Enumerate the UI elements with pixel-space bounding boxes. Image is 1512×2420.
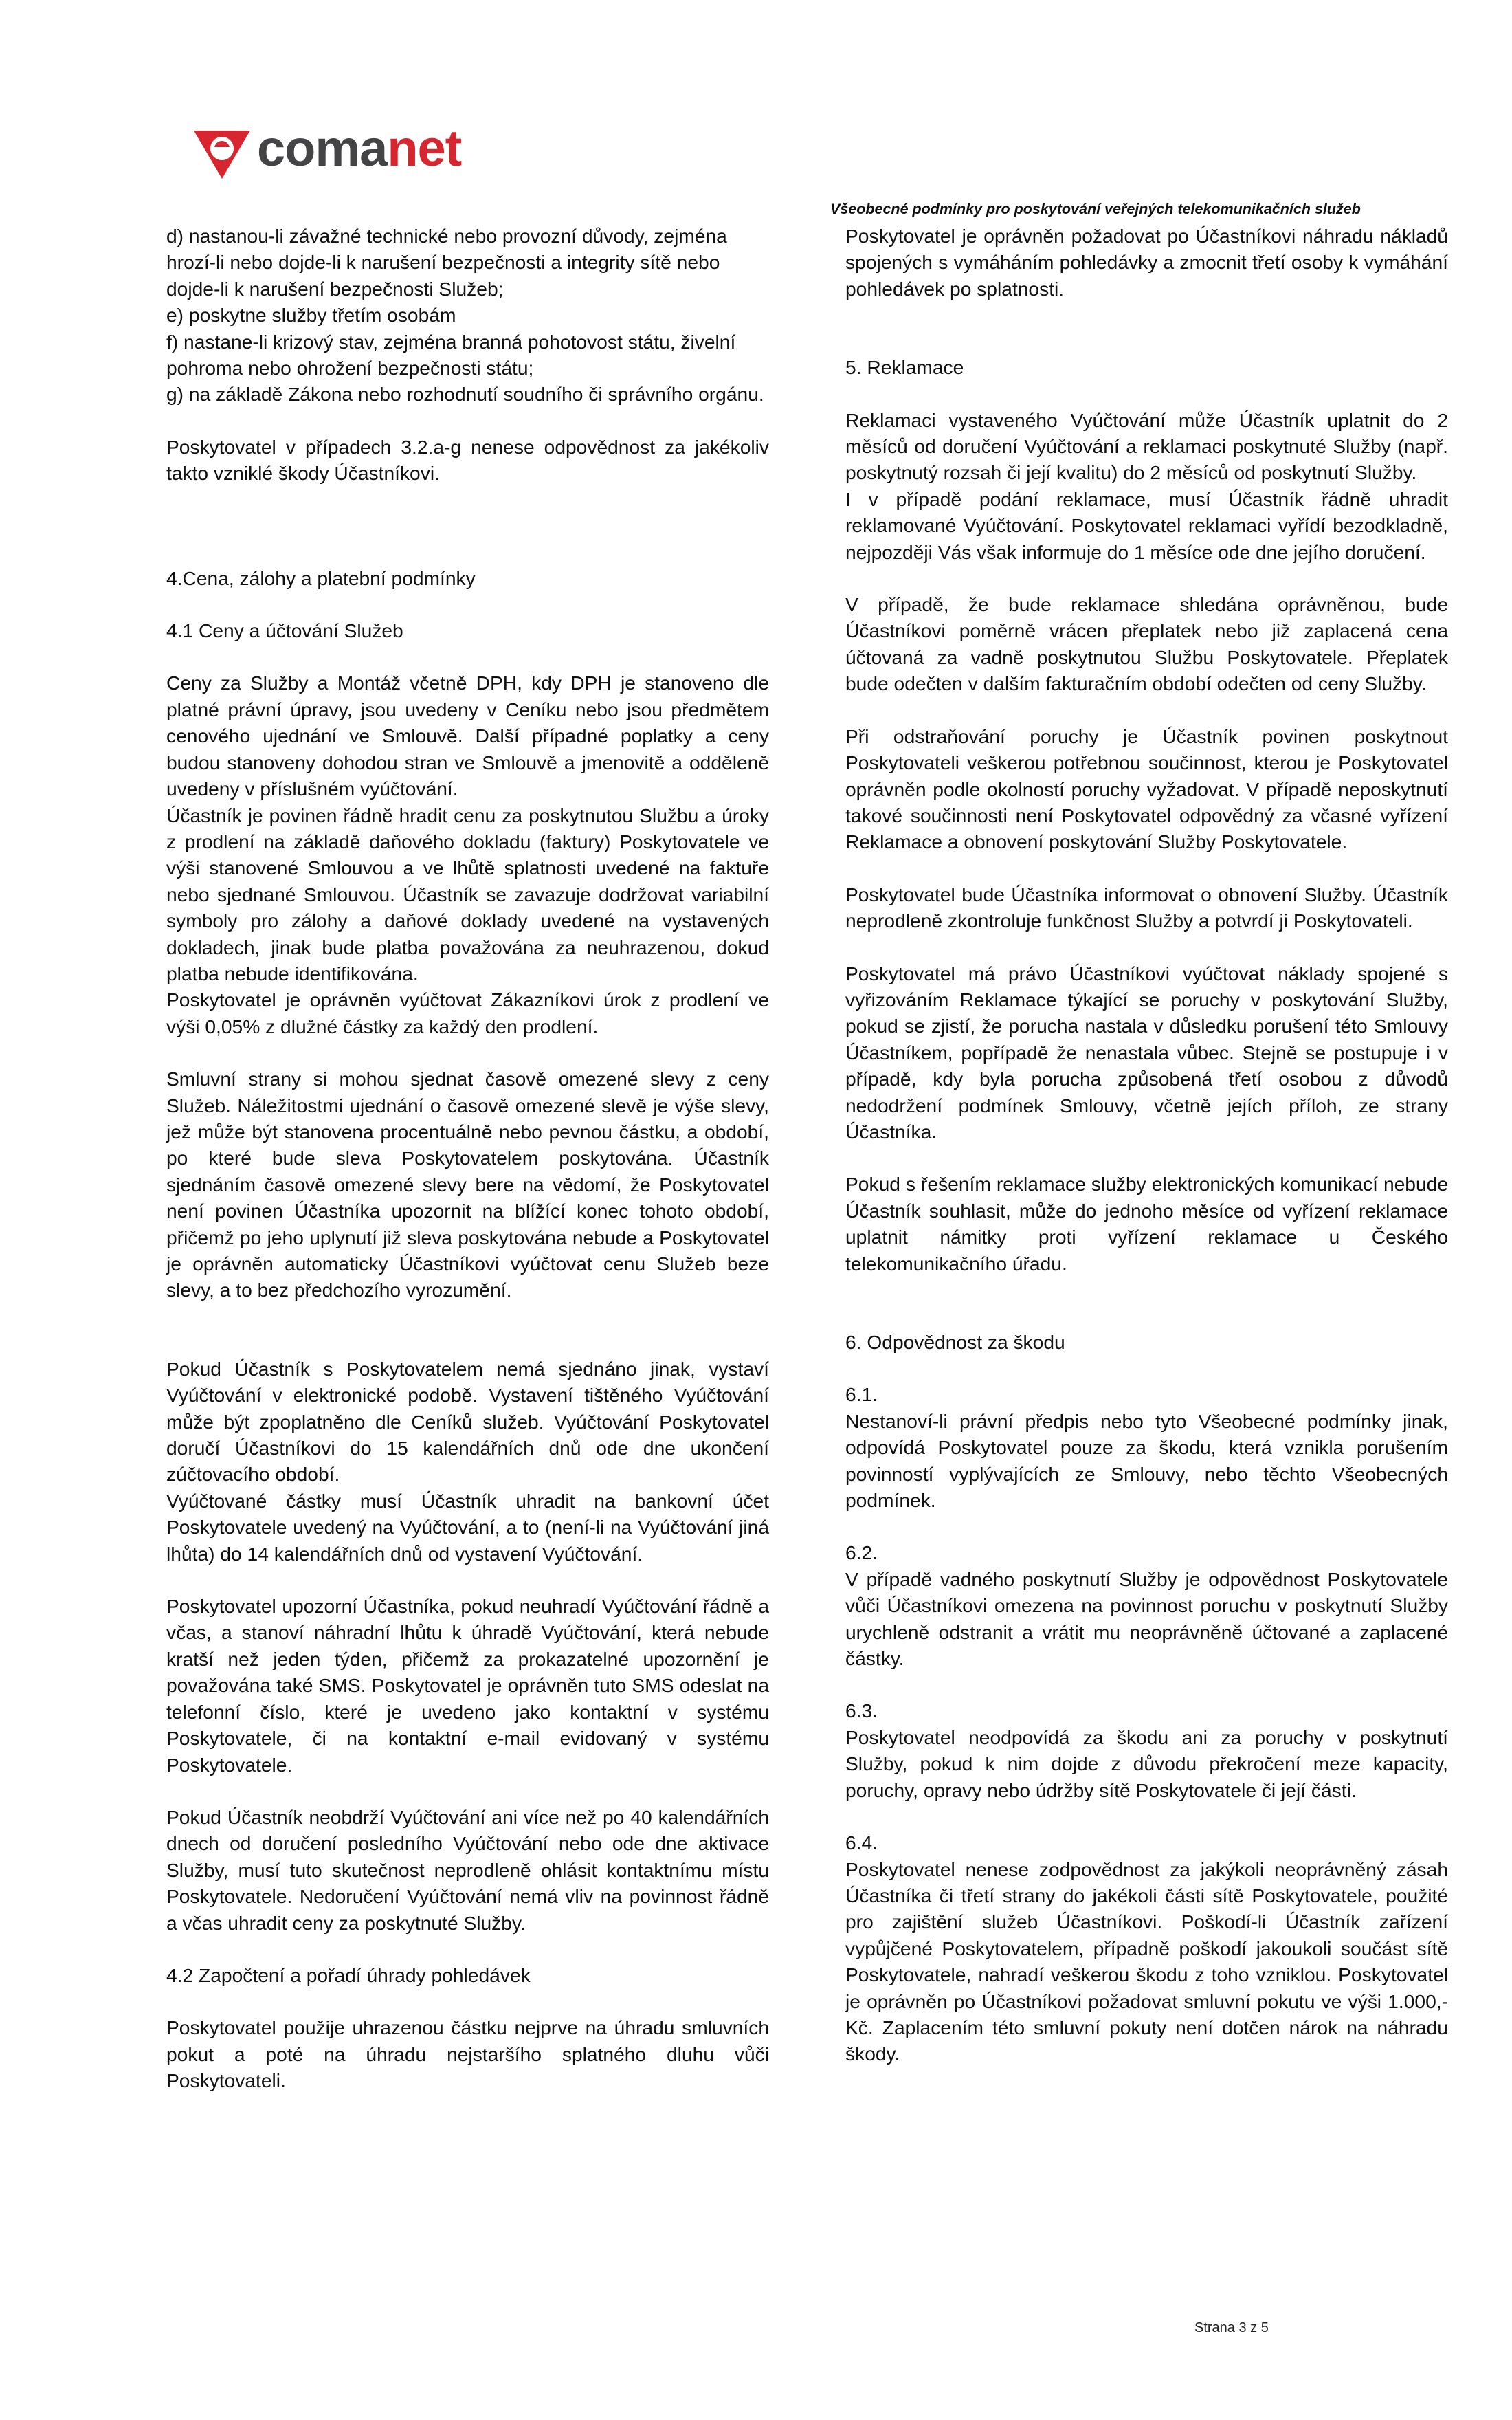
paragraph-ctu-objection: Pokud s řešením reklamace služby elektronických komunikací nebude Účastník souhlasit, může do jednoho měsíce od vyřízení reklamace uplatnit námitky proti vyřízení reklamace u Českého telekomunikačního úřadu. xyxy=(845,1173,1448,1275)
paragraph-discounts: Smluvní strany si mohou sjednat časově omezené slevy z ceny Služeb. Náležitostmi ujednání o časově omezené slevě je výše slevy, jež může být stanovena procentuálně nebo pevnou částku, a období, po které bude sleva Poskytovatelem poskytována. Účastník sjednáním časově omezené slevy bere na vědomí, že Poskytovatel není povinen Účastníka upozornit na blížící konec tohoto období, přičemž po jeho uplynutí již sleva poskytována nebude a Poskytovatel je oprávněn automaticky Účastníkovi vyúčtovat cenu Služeb beze slevy, a to bez předchozího vyrozumění. xyxy=(166,1068,769,1301)
clause-f: f) nastane-li krizový stav, zejména branná pohotovost státu, živelní pohroma nebo ohrožení bezpečnosti státu; xyxy=(166,330,736,380)
paragraph-fault-cooperation: Při odstraňování poruchy je Účastník povinen poskytnout Poskytovateli veškerou potřebnou součinnost, kterou je Poskytovatel oprávněn podle okolností poruchy vyžadovat. V případě neposkytnutí takové součinnosti není Poskytovatel odpovědný za včasné vyřízení Reklamace a obnovení poskytování Služby Poskytovatele. xyxy=(845,725,1448,853)
clause-d: d) nastanou-li závažné technické nebo provozní důvody, zejména hrozí-li nebo dojde-li k narušení bezpečnosti a integrity sítě nebo dojde-li k narušení bezpečnosti Služeb; xyxy=(166,225,727,300)
paragraph-justified-complaint: V případě, že bude reklamace shledána oprávněnou, bude Účastníkovi poměrně vrácen přeplatek nebo již zaplacená cena účtovaná za vadně poskytnutou Službu Poskytovatele. Přeplatek bude odečten v dalším fakturačním období odečten od ceny Služby. xyxy=(845,593,1448,695)
paragraph-liability-3-2: Poskytovatel v případech 3.2.a-g nenese odpovědnost za jakékoliv takto vzniklé škody Účastníkovi. xyxy=(166,435,769,485)
paragraph-service-restoration: Poskytovatel bude Účastníka informovat o obnovení Služby. Účastník neprodleně zkontroluje funkčnost Služby a potvrdí ji Poskytovateli. xyxy=(845,883,1448,932)
paragraph-billed-amounts: Vyúčtované částky musí Účastník uhradit na bankovní účet Poskytovatele uvedený na Vyúčtování, a to (není-li na Vyúčtování jiná lhůta) do 14 kalendářních dnů od vystavení Vyúčtování. xyxy=(166,1489,769,1565)
left-column xyxy=(166,223,769,2094)
paragraph-collection-costs: Poskytovatel je oprávněn požadovat po Účastníkovi náhradu nákladů spojených s vymáháním pohledávky a zmocnit třetí osoby k vymáhání pohledávek po splatnosti. xyxy=(845,225,1448,300)
clause-number-6-3: 6.3. xyxy=(845,1700,878,1722)
section-heading-5: 5. Reklamace xyxy=(845,356,964,379)
clause-number-6-4: 6.4. xyxy=(845,1832,878,1854)
paragraph-payment-order: Poskytovatel použije uhrazenou částku nejprve na úhradu smluvních pokut a poté na úhradu nejstaršího splatného dluhu vůči Poskytovateli. xyxy=(166,2016,769,2092)
paragraph-6-1: Nestanoví-li právní předpis nebo tyto Všeobecné podmínky jinak, odpovídá Poskytovatel pouze za škodu, která vznikla porušením povinností vyplývajících ze Smlouvy, nebo těchto Všeobecných podmínek. xyxy=(845,1409,1448,1512)
paragraph-6-2: V případě vadného poskytnutí Služby je odpovědnost Poskytovatele vůči Účastníkovi omezena na povinnost poruchu v poskytnutí Služby urychleně odstranit a vrátit mu neoprávněně účtované a zaplacené částky. xyxy=(845,1568,1448,1670)
clause-g: g) na základě Zákona nebo rozhodnutí soudního či správního orgánu. xyxy=(166,383,764,406)
paragraph-missing-bill: Pokud Účastník neobdrží Vyúčtování ani více než po 40 kalendářních dnech od doručení posledního Vyúčtování nebo ode dne aktivace Služby, musí tuto skutečnost neprodleně ohlásit kontaktnímu místu Poskytovatele. Nedoručení Vyúčtování nemá vliv na povinnost řádně a včas uhradit ceny za poskytnuté Služby. xyxy=(166,1805,769,1934)
document-header-title: Všeobecné podmínky pro poskytování veřejných telekomunikačních služeb xyxy=(830,201,1361,217)
clause-number-6-2: 6.2. xyxy=(845,1541,878,1564)
logo-wordmark: comanet xyxy=(257,120,462,177)
subsection-heading-4-2: 4.2 Započtení a pořadí úhrady pohledávek xyxy=(166,1964,531,1986)
paragraph-payment-duty: Účastník je povinen řádně hradit cenu za poskytnutou Službu a úroky z prodlení na základě daňového dokladu (faktury) Poskytovatele ve výši stanovené Smlouvou a ve lhůtě splatnosti uvedené na faktuře nebo sjednané Smlouvou. Účastník se zavazuje dodržovat variabilní symboly pro zálohy a daňové doklady uvedené na vystavených dokladech, jinak bude platba považována za neuhrazenou, dokud platba nebude identifikována. xyxy=(166,804,769,984)
section-heading-6: 6. Odpovědnost za škodu xyxy=(845,1331,1065,1353)
paragraph-complaint-deadline: Reklamaci vystaveného Vyúčtování může Účastník uplatnit do 2 měsíců od doručení Vyúčtování a reklamaci poskytnuté Služby (např. poskytnutý rozsah či její kvalitu) do 2 měsíců od poskytnutí Služby. xyxy=(845,408,1448,484)
paragraph-billing: Pokud Účastník s Poskytovatelem nemá sjednáno jinak, vystaví Vyúčtování v elektronické podobě. Vystavení tištěného Vyúčtování může být zpoplatněno dle Ceníků služeb. Vyúčtování Poskytovatel doručí Účastníkovi do 15 kalendářních dnů ode dne ukončení zúčtovacího období. xyxy=(166,1357,769,1486)
section-heading-4: 4.Cena, zálohy a platební podmínky xyxy=(166,566,476,589)
paragraph-late-interest: Poskytovatel je oprávněn vyúčtovat Zákazníkovi úrok z prodlení ve výši 0,05% z dlužné částky za každý den prodlení. xyxy=(166,989,769,1037)
paragraph-complaint-costs: Poskytovatel má právo Účastníkovi vyúčtovat náklady spojené s vyřizováním Reklamace týkající se poruchy v poskytování Služby, pokud se zjistí, že porucha nastala v důsledku porušení této Smlouvy Účastníkem, popřípadě že nenastala vůbec. Stejně se postupuje i v případě, kdy byla porucha způsobená třetí osobou z důvodů nedodržení podmínek Smlouvy, včetně jejích příloh, ze strany Účastníka. xyxy=(845,962,1448,1143)
paragraph-6-4: Poskytovatel nenese zodpovědnost za jakýkoli neoprávněný zásah Účastníka či třetí strany do jakékoli části sítě Poskytovatele, použité pro zajištění služeb Účastníkovi. Poškodí-li Účastník zařízení vypůjčené Poskytovatelem, případně poškodí jakoukoli součást sítě Poskytovatele, nahradí veškerou škodu z toho vzniklou. Poskytovatel je oprávněn po Účastníkovi požadovat smluvní pokutu ve výši 1.000,- Kč. Zaplacením této smluvní pokuty není dotčen nárok na náhradu škody. xyxy=(845,1858,1448,2065)
company-logo xyxy=(191,117,493,186)
paragraph-complaint-payment: I v případě podání reklamace, musí Účastník řádně uhradit reklamované Vyúčtování. Poskytovatel reklamaci vyřídí bezodkladně, nejpozději Vás však informuje do 1 měsíce ode dne jejího doručení. xyxy=(845,487,1448,563)
clause-e: e) poskytne služby třetím osobám xyxy=(166,304,456,327)
paragraph-payment-reminder: Poskytovatel upozorní Účastníka, pokud neuhradí Vyúčtování řádně a včas, a stanoví náhradní lhůtu k úhradě Vyúčtování, která nebude kratší než jeden týden, přičemž za prokazatelné upozornění je považována také SMS. Poskytovatel je oprávněn tuto SMS odeslat na telefonní číslo, které je uvedeno jako kontaktní v systému Poskytovatele, či na kontaktní e-mail evidovaný v systému Poskytovatele. xyxy=(166,1595,769,1776)
paragraph-prices: Ceny za Služby a Montáž včetně DPH, kdy DPH je stanoveno dle platné právní úpravy, jsou uvedeny v Ceníku nebo jsou předmětem cenového ujednání ve Smlouvě. Další případné poplatky a ceny budou stanoveny dohodou stran ve Smlouvě a jmenovitě a odděleně uvedeny v příslušném vyúčtování. xyxy=(166,672,769,800)
paragraph-6-3: Poskytovatel neodpovídá za škodu ani za poruchy v poskytnutí Služby, pokud k nim dojde z důvodu překročení meze kapacity, poruchy, opravy nebo údržby sítě Poskytovatele či její části. xyxy=(845,1726,1448,1801)
subsection-heading-4-1: 4.1 Ceny a účtování Služeb xyxy=(166,619,403,642)
right-column xyxy=(845,223,1448,2067)
clause-number-6-1: 6.1. xyxy=(845,1383,878,1406)
page-number: Strana 3 z 5 xyxy=(1194,2320,1269,2335)
logo-mark-icon xyxy=(191,121,253,183)
